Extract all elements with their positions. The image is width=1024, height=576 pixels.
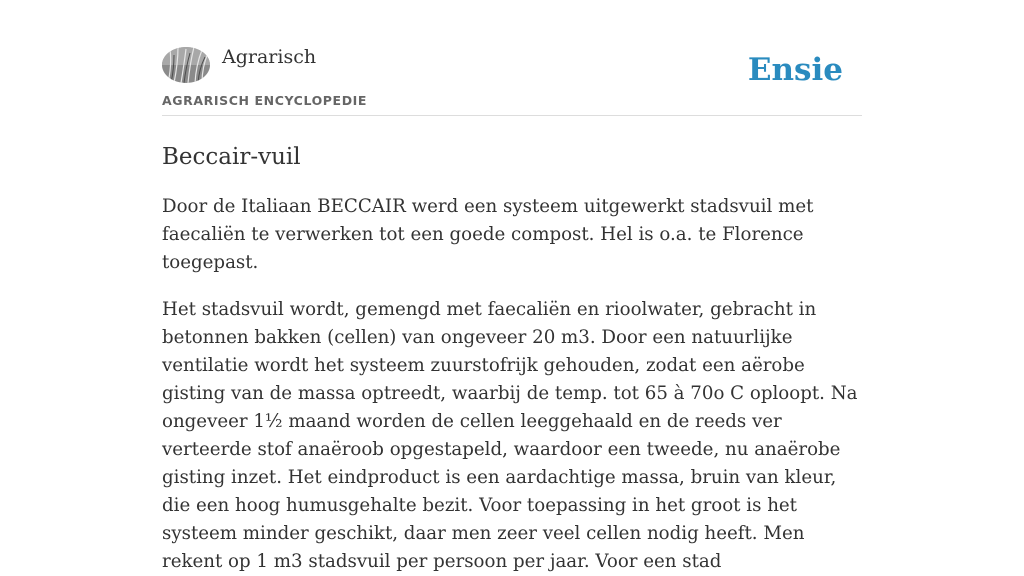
article-paragraph-1: Door de Italiaan BECCAIR werd een systeem uitgewerkt stadsvuil met faecaliën te verwerken tot een goede compost. Hel is o.a. te Florence toegepast. [162,196,814,273]
header [162,0,862,116]
article-title: Beccair-vuil [162,144,301,170]
article-paragraph-2: Het stadsvuil wordt, gemengd met faecaliën en rioolwater, gebracht in betonnen bakken (cellen) van ongeveer 20 m3. Door een natuurlijke ventilatie wordt het systeem zuurstofrijk gehouden, zodat een aërobe gisting van de massa optreedt, waarbij de temp. tot 65 à 70o C oploopt. Na ongeveer 1½ maand worden de cellen leeggehaald en de reeds ver verteerde stof anaëroob opgestapeld, waardoor een tweede, nu anaërobe gisting inzet. Het eindproduct is een aardachtige massa, bruin van kleur, die een hoog humusgehalte bezit. Voor toepassing in het groot is het systeem minder geschikt, daar men zeer veel cellen nodig heeft. Men rekent op 1 m3 stadsvuil per persoon per jaar. Voor een stad [162,299,858,572]
encyclopedia-subtitle: AGRARISCH ENCYCLOPEDIE [162,93,368,108]
ensie-logo[interactable]: Ensie [747,52,843,88]
page-container [162,0,862,576]
wheat-avatar-icon[interactable] [162,47,210,83]
wheat-avatar-graphic [162,47,210,83]
category-link[interactable]: Agrarisch [222,46,317,68]
